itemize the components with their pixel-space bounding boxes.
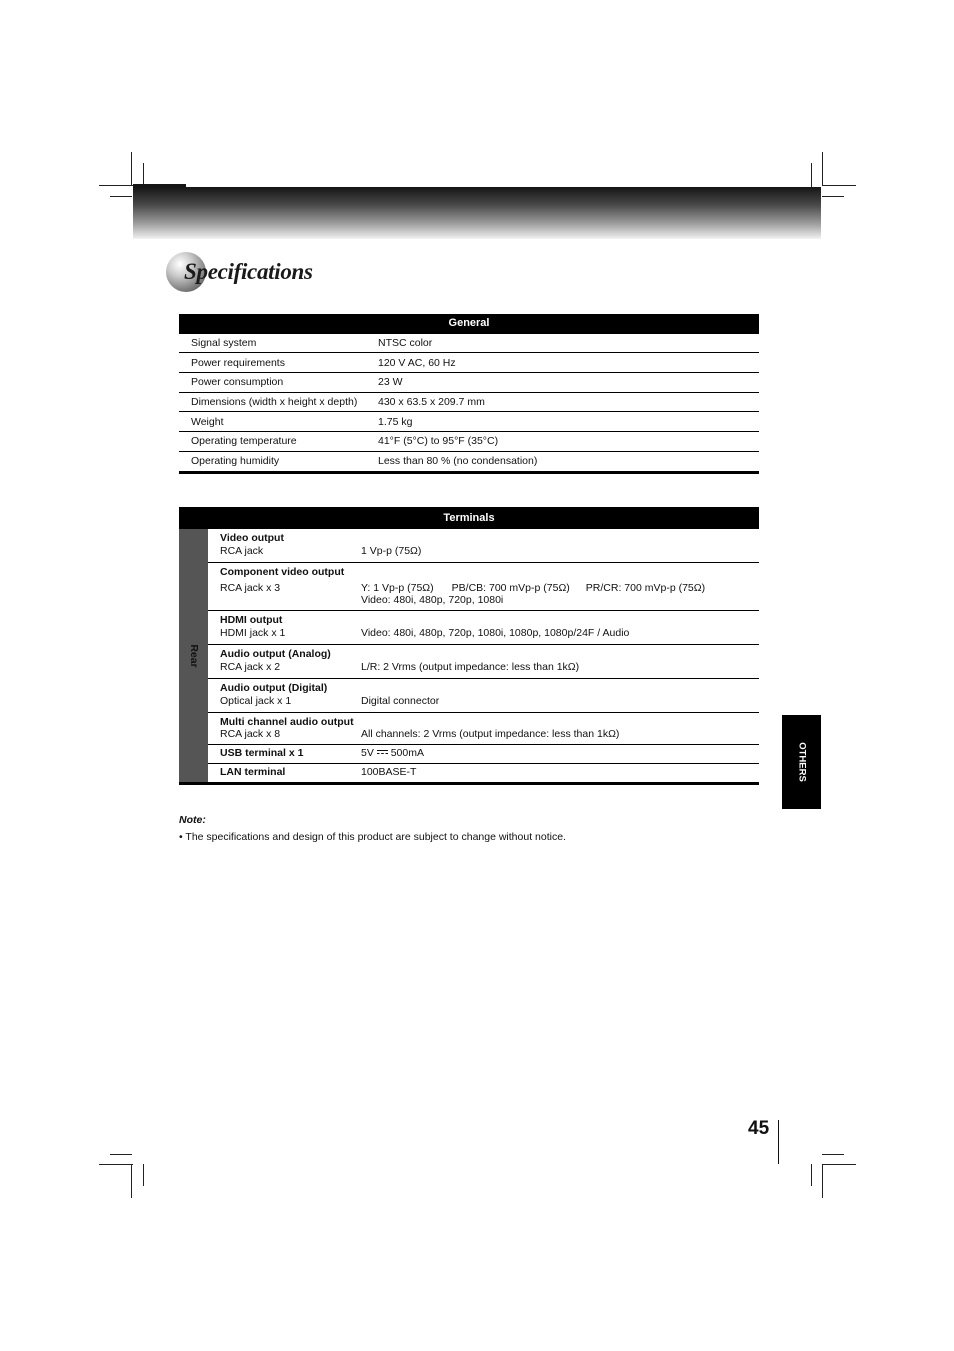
row-value: 430 x 63.5 x 209.7 mm <box>378 392 759 412</box>
usb-voltage: 5V <box>361 747 374 759</box>
table-row <box>179 627 759 645</box>
table-row <box>179 645 759 662</box>
row-label: Operating humidity <box>191 455 280 468</box>
side-tab-label: OTHERS <box>796 742 807 782</box>
table-row <box>179 373 759 393</box>
usb-value <box>361 745 759 764</box>
page-number: 45 <box>748 1118 770 1139</box>
table-row <box>179 412 759 432</box>
table-row <box>179 728 759 745</box>
row-value: Video: 480i, 480p, 720p, 1080i, 1080p, 1080p/24F / Audio <box>361 627 630 639</box>
usb-current: 500mA <box>390 747 424 759</box>
row-value: 1 Vp-p (75Ω) <box>361 545 422 557</box>
terminals-table <box>179 507 759 785</box>
table-row <box>179 451 759 472</box>
table-row <box>179 563 759 580</box>
note-title: Note: <box>179 814 206 826</box>
row-label: RCA jack <box>220 545 264 557</box>
group-title: USB terminal x 1 <box>208 745 361 764</box>
crop-mark <box>110 1154 132 1155</box>
table-row <box>179 661 759 679</box>
table-row <box>179 679 759 696</box>
crop-mark <box>131 152 132 186</box>
group-title: Multi channel audio output <box>208 713 361 729</box>
row-label: Signal system <box>179 333 378 353</box>
row-value: 1.75 kg <box>378 412 759 432</box>
section-side-tab <box>782 715 821 809</box>
row-label: RCA jack x 2 <box>220 661 281 673</box>
crop-mark <box>99 1164 133 1165</box>
row-value: L/R: 2 Vrms (output impedance: less than 1kΩ) <box>361 661 580 673</box>
row-value: 100BASE-T <box>361 764 759 784</box>
row-value: 120 V AC, 60 Hz <box>378 353 759 373</box>
table-row <box>179 353 759 373</box>
empty-cell <box>361 679 759 696</box>
crop-mark <box>822 1164 823 1198</box>
table-row <box>179 545 759 563</box>
dc-symbol-icon <box>377 749 388 755</box>
row-value: All channels: 2 Vrms (output impedance: less than 1kΩ) <box>361 728 620 740</box>
row-label: RCA jack x 3 <box>220 582 281 594</box>
table-row <box>179 594 759 611</box>
rear-side-cell <box>179 529 208 784</box>
row-value: Digital connector <box>361 695 440 707</box>
crop-mark <box>822 196 844 197</box>
empty-cell <box>208 594 361 611</box>
rear-label: Rear <box>187 643 200 668</box>
table-row <box>179 333 759 353</box>
general-table <box>179 314 759 474</box>
terminals-header: Terminals <box>179 507 759 529</box>
component-values <box>361 579 759 594</box>
crop-mark <box>822 1154 844 1155</box>
pr-value: PR/CR: 700 mVp-p (75Ω) <box>585 582 706 594</box>
table-row <box>179 745 759 764</box>
group-title: LAN terminal <box>208 764 361 784</box>
y-value: Y: 1 Vp-p (75Ω) <box>361 582 434 594</box>
group-title: Audio output (Digital) <box>208 679 361 696</box>
crop-mark <box>110 196 132 197</box>
row-value: 23 W <box>378 373 759 393</box>
pb-value: PB/CB: 700 mVp-p (75Ω) <box>451 582 570 594</box>
note-text: • The specifications and design of this product are subject to change without notice. <box>179 831 566 843</box>
row-label: RCA jack x 8 <box>220 728 281 740</box>
crop-mark <box>822 185 856 186</box>
header-band <box>133 187 821 239</box>
row-label: HDMI jack x 1 <box>220 627 286 639</box>
table-row <box>179 392 759 412</box>
row-label: Optical jack x 1 <box>220 695 292 707</box>
table-row <box>179 579 759 594</box>
crop-mark <box>131 1164 132 1198</box>
table-row <box>179 432 759 452</box>
group-title: Video output <box>220 532 284 544</box>
table-row <box>179 764 759 784</box>
page-title: Specifications <box>184 259 313 284</box>
crop-mark <box>822 1164 856 1165</box>
crop-mark <box>143 1164 144 1186</box>
row-value: NTSC color <box>378 333 759 353</box>
table-row <box>179 695 759 713</box>
row-value: 41°F (5°C) to 95°F (35°C) <box>378 432 759 452</box>
empty-cell <box>361 563 759 580</box>
general-header: General <box>179 314 759 333</box>
empty-cell <box>361 529 759 545</box>
empty-cell <box>361 713 759 729</box>
row-value: Less than 80 % (no condensation) <box>378 455 538 468</box>
group-title: Component video output <box>208 563 361 580</box>
table-row <box>179 529 759 545</box>
group-title: Audio output (Analog) <box>208 645 361 662</box>
crop-mark <box>99 185 133 186</box>
row-label: Power consumption <box>179 373 378 393</box>
row-label: Power requirements <box>179 353 378 373</box>
row-label: Operating temperature <box>179 432 378 452</box>
empty-cell <box>361 611 759 628</box>
table-row <box>179 611 759 628</box>
crop-mark <box>811 1164 812 1186</box>
crop-mark <box>822 152 823 186</box>
empty-cell <box>361 645 759 662</box>
component-video-value: Video: 480i, 480p, 720p, 1080i <box>361 594 504 606</box>
row-label: Dimensions (width x height x depth) <box>179 392 378 412</box>
group-title: HDMI output <box>208 611 361 628</box>
page-number-rule <box>778 1120 779 1164</box>
row-label: Weight <box>179 412 378 432</box>
table-row <box>179 713 759 729</box>
